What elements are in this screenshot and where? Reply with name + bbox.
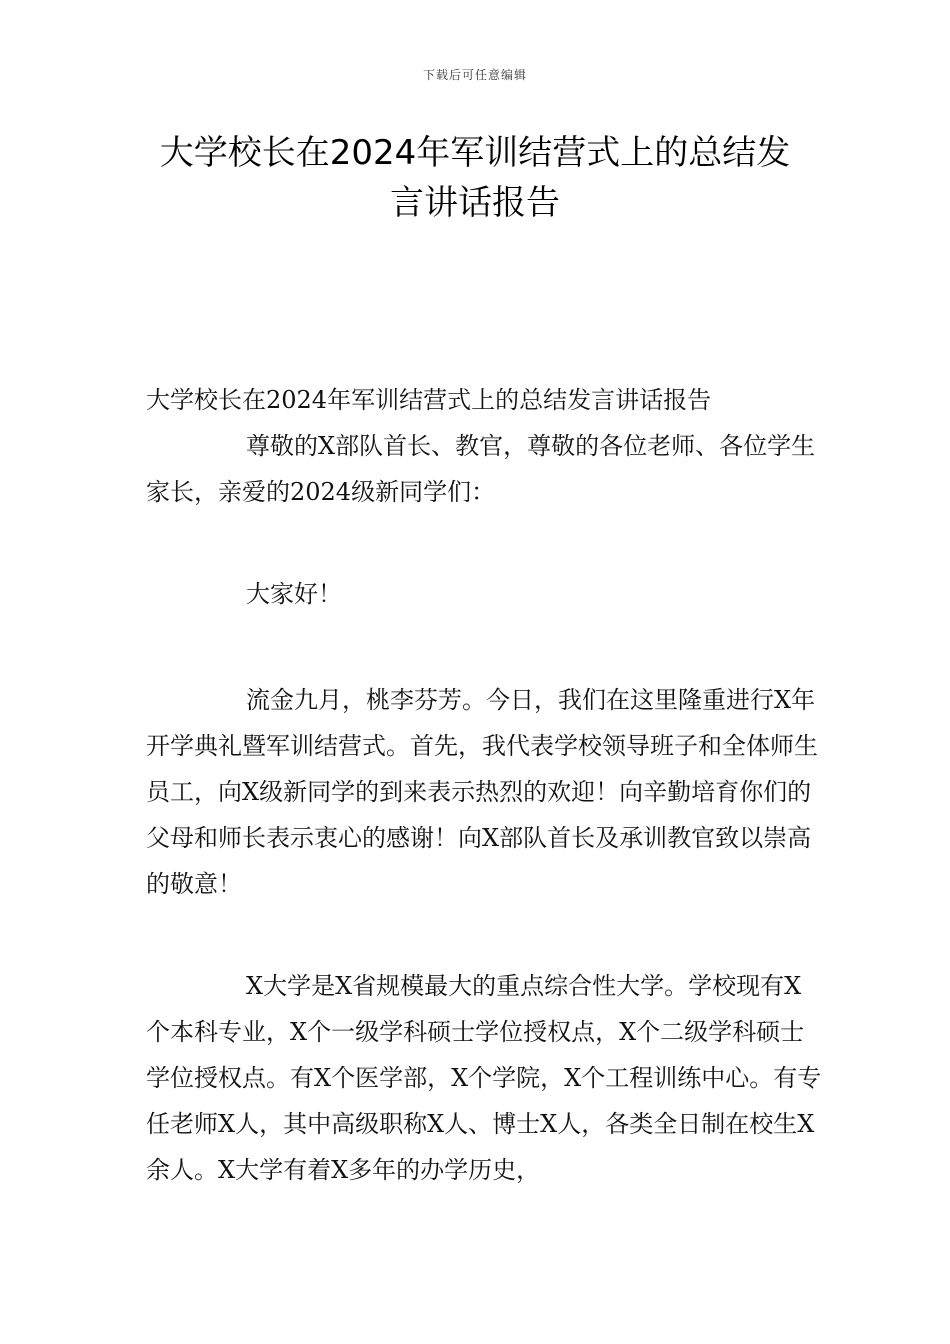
title-line-2: 言讲话报告 [390,183,560,223]
document-body [146,377,822,1193]
subtitle-line: 大学校长在2024年军训结营式上的总结发言讲话报告 [146,386,712,414]
paragraph-gap [146,617,822,677]
header-note: 下载后可任意编辑 [422,68,527,82]
paragraph-gap [146,907,822,963]
paragraph-gap [146,515,822,571]
greeting-paragraph: 尊敬的X部队首长、教官，尊敬的各位老师、各位学生家长，亲爱的2024级新同学们： [146,432,816,506]
hello-paragraph: 大家好！ [246,580,342,608]
title-line-1: 大学校长在2024年军训结营式上的总结发 [159,133,791,173]
document-title [100,128,850,228]
university-intro-paragraph: X大学是X省规模最大的重点综合性大学。学校现有X个本科专业，X个一级学科硕士学位授权点，X个二级学科硕士学位授权点。有X个医学部，X个学院，X个工程训练中心。有专任老师X人，其中高级职称X人、博士X人，各类全日制在校生X余人。X大学有着X多年的办学历史， [146,972,822,1184]
welcome-paragraph: 流金九月，桃李芬芳。今日，我们在这里隆重进行X年开学典礼暨军训结营式。首先，我代表学校领导班子和全体师生员工，向X级新同学的到来表示热烈的欢迎！向辛勤培育你们的父母和师长表示衷心的感谢！向X部队首长及承训教官致以崇高的敬意！ [146,686,818,898]
